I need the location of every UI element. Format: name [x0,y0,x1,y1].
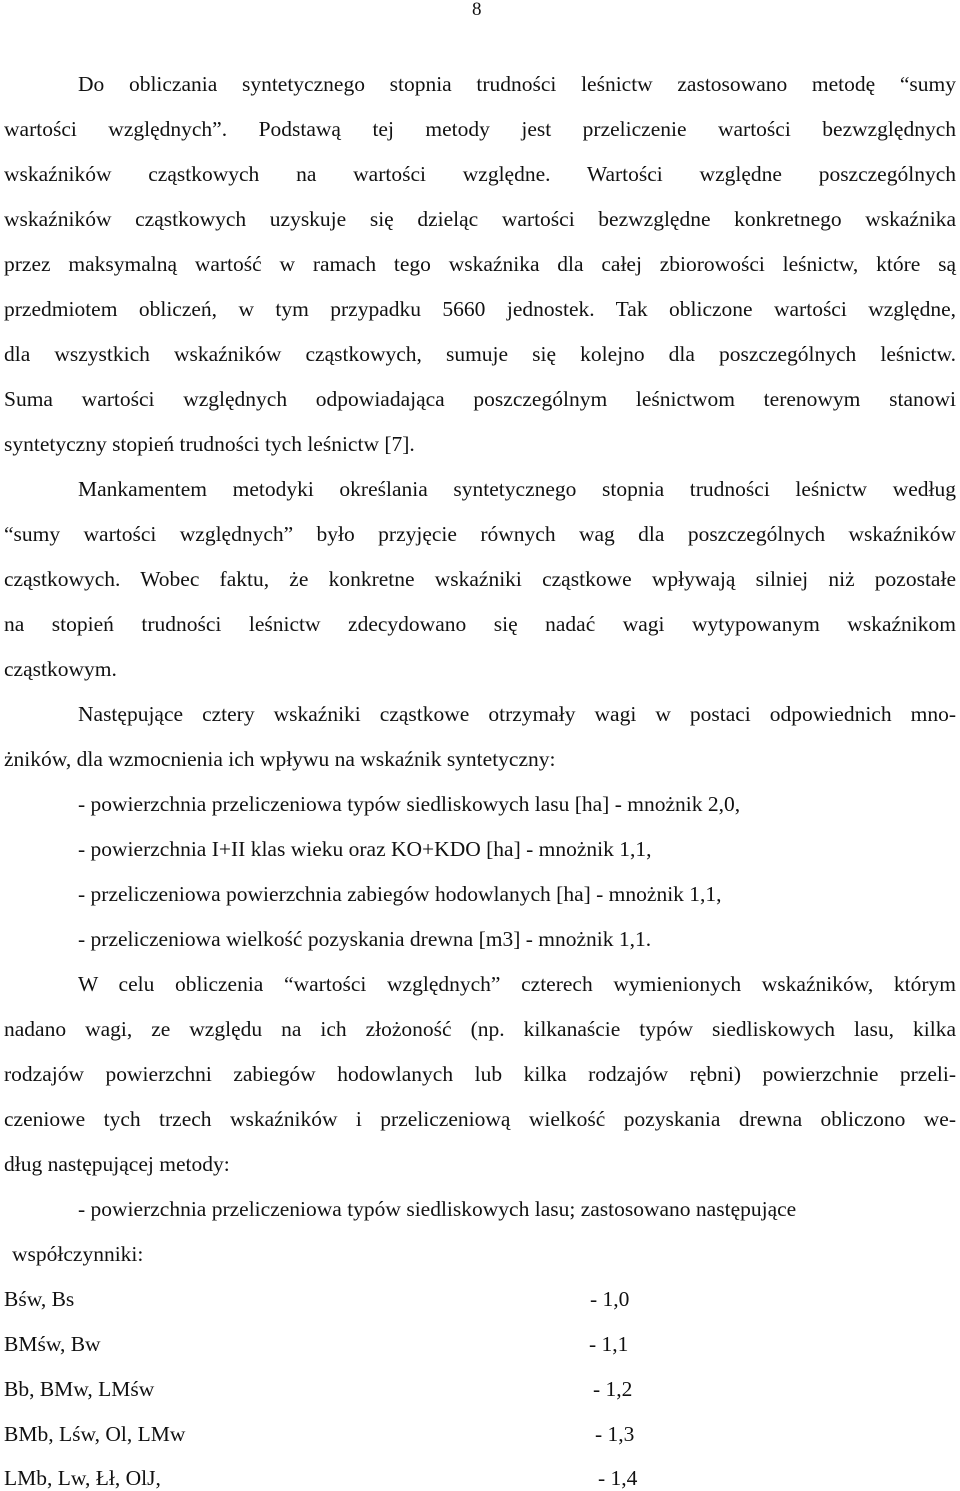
text-line: - powierzchnia przeliczeniowa typów siedliskowych lasu; zastosowano następujące [78,1197,797,1221]
text-line: wartości względnych”. Podstawą tej metody jest przeliczenie wartości bezwzględnych [4,117,956,141]
coefficient-name: BMb, Lśw, Ol, LMw [4,1422,186,1446]
coefficient-name: BMśw, Bw [4,1332,101,1356]
text-line: współczynniki: [12,1242,144,1266]
coefficient-value: - 1,1 [589,1332,629,1356]
text-line: cząstkowym. [4,657,117,681]
page-number: 8 [472,0,482,20]
coefficient-value: - 1,4 [598,1466,638,1490]
coefficient-value: - 1,2 [593,1377,633,1401]
coefficient-name: Bb, BMw, LMśw [4,1377,155,1401]
list-item: - powierzchnia przeliczeniowa typów siedliskowych lasu [ha] - mnożnik 2,0, [78,792,741,816]
text-line: wskaźników cząstkowych uzyskuje się dzieląc wartości bezwzględne konkretnego wskaźnika [4,207,956,231]
text-line: Mankamentem metodyki określania syntetycznego stopnia trudności leśnictw według [78,477,956,501]
list-item: - przeliczeniowa wielkość pozyskania drewna [m3] - mnożnik 1,1. [78,927,652,951]
text-line: “sumy wartości względnych” było przyjęcie równych wag dla poszczególnych wskaźników [4,522,956,546]
text-line: rodzajów powierzchni zabiegów hodowlanych lub kilka rodzajów rębni) powierzchnie przeli- [4,1062,956,1086]
text-line: dla wszystkich wskaźników cząstkowych, sumuje się kolejno dla poszczególnych leśnictw. [4,342,956,366]
coefficient-value: - 1,3 [595,1422,635,1446]
text-line: czeniowe tych trzech wskaźników i przeliczeniową wielkość pozyskania drewna obliczono we- [4,1107,956,1131]
text-line: przez maksymalną wartość w ramach tego wskaźnika dla całej zbiorowości leśnictw, które są [4,252,956,276]
text-line: W celu obliczenia “wartości względnych” czterech wymienionych wskaźników, którym [78,972,956,996]
text-line: cząstkowych. Wobec faktu, że konkretne wskaźniki cząstkowe wpływają silniej niż pozostałe [4,567,956,591]
coefficient-name: LMb, Lw, Łł, OlJ, [4,1466,161,1490]
text-line: Do obliczania syntetycznego stopnia trudności leśnictw zastosowano metodę “sumy [78,72,956,96]
coefficient-name: Bśw, Bs [4,1287,75,1311]
text-line: wskaźników cząstkowych na wartości względne. Wartości względne poszczególnych [4,162,956,186]
text-line: Suma wartości względnych odpowiadająca poszczególnym leśnictwom terenowym stanowi [4,387,956,411]
text-line: żników, dla wzmocnienia ich wpływu na wskaźnik syntetyczny: [4,747,556,771]
text-line: Następujące cztery wskaźniki cząstkowe otrzymały wagi w postaci odpowiednich mno- [78,702,956,726]
coefficient-value: - 1,0 [590,1287,630,1311]
text-line: syntetyczny stopień trudności tych leśnictw [7]. [4,432,415,456]
list-item: - przeliczeniowa powierzchnia zabiegów hodowlanych [ha] - mnożnik 1,1, [78,882,722,906]
text-line: przedmiotem obliczeń, w tym przypadku 5660 jednostek. Tak obliczone wartości względne, [4,297,956,321]
list-item: - powierzchnia I+II klas wieku oraz KO+KDO [ha] - mnożnik 1,1, [78,837,652,861]
text-line: nadano wagi, ze względu na ich złożoność (np. kilkanaście typów siedliskowych lasu, kilka [4,1017,956,1041]
text-line: na stopień trudności leśnictw zdecydowano się nadać wagi wytypowanym wskaźnikom [4,612,956,636]
text-line: dług następującej metody: [4,1152,230,1176]
